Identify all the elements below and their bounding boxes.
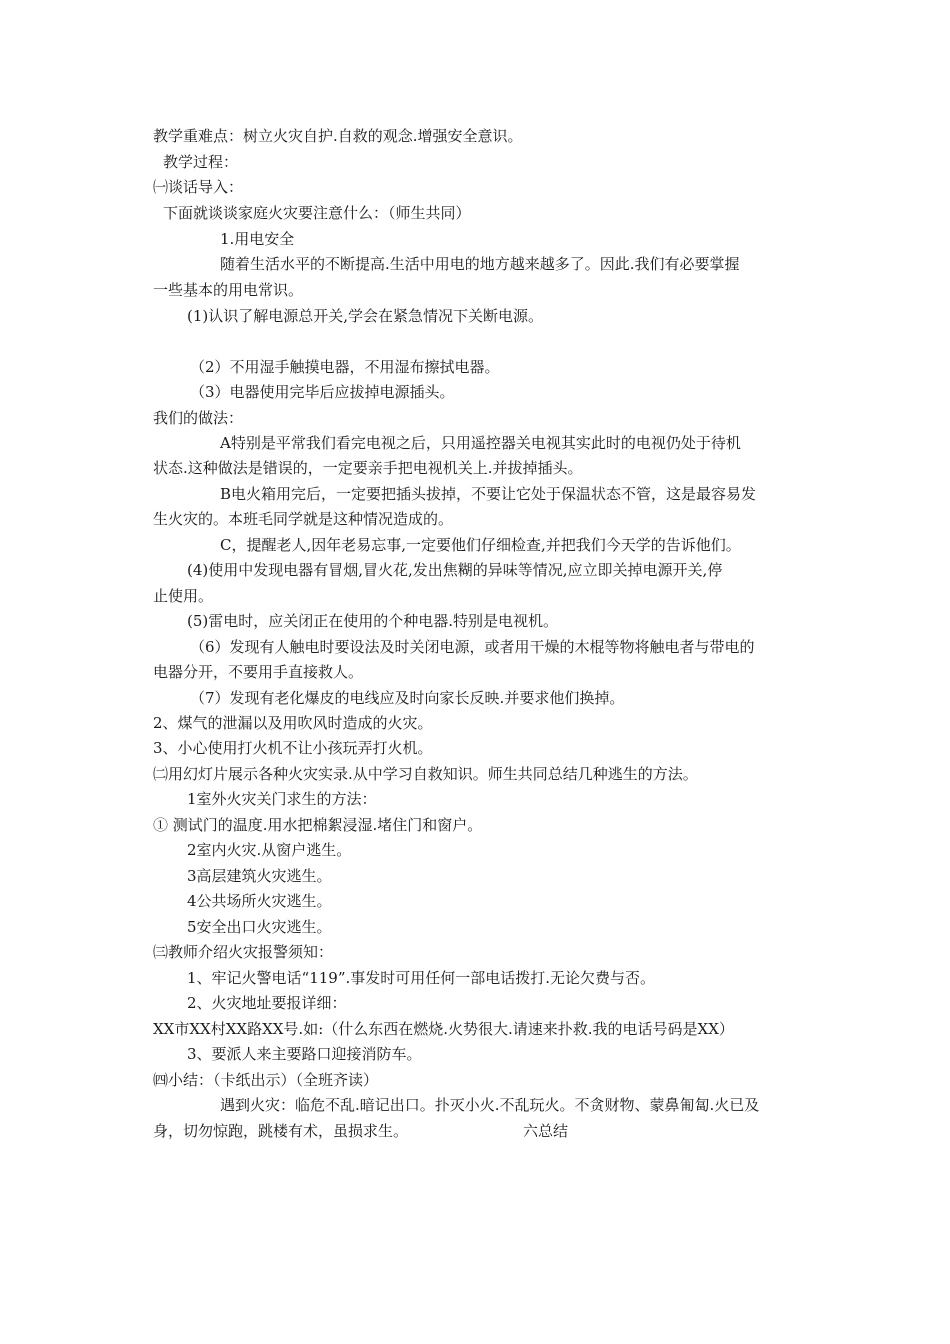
list-item: (1)认识了解电源总开关,学会在紧急情况下关断电源。 — [187, 307, 544, 325]
section-4-heading: ㈣小结：（卡纸出示）（全班齐读） — [153, 1071, 379, 1089]
paragraph-line: 随着生活水平的不断提高.生活中用电的地方越来越多了。因此.我们有必要掌握 — [220, 255, 740, 273]
list-item: （6）发现有人触电时要设法及时关闭电源，或者用干燥的木棍等物将触电者与带电的 — [190, 638, 755, 656]
section-1-heading: ㈠谈话导入： — [153, 178, 244, 196]
list-item: 3、要派人来主要路口迎接消防车。 — [187, 1045, 422, 1063]
list-item: (5)雷电时，应关闭正在使用的个种电器.特别是电视机。 — [187, 612, 559, 630]
list-item: 2、火灾地址要报详细： — [187, 994, 347, 1012]
list-item: 3、小心使用打火机不让小孩玩弄打火机。 — [153, 739, 433, 757]
intro-line: 下面就谈谈家庭火灾要注意什么：（师生共同） — [163, 204, 471, 222]
electric-safety-heading: 1.用电安全 — [220, 230, 295, 248]
list-item: 2室内火灾.从窗户逃生。 — [187, 841, 352, 859]
paragraph-line: 电器分开，不要用手直接救人。 — [153, 663, 364, 681]
list-item: 5安全出口火灾逃生。 — [187, 918, 332, 936]
list-item: （7）发现有老化爆皮的电线应及时向家长反映.并要求他们换掉。 — [190, 689, 625, 707]
list-item: 4公共场所火灾逃生。 — [187, 892, 332, 910]
list-item: (4)使用中发现电器有冒烟,冒火花,发出焦糊的异味等情况,应立即关掉电源开关,停 — [187, 561, 723, 579]
key-difficulty-line: 教学重难点：树立火灾自护.自救的观念.增强安全意识。 — [153, 127, 523, 145]
list-item: （3）电器使用完毕后应拔掉电源插头。 — [190, 383, 455, 401]
list-item: ① 测试门的温度.用水把棉絮浸湿.堵住门和窗户。 — [153, 816, 483, 834]
section-3-heading: ㈢教师介绍火灾报警须知： — [153, 943, 334, 961]
paragraph-line: A特别是平常我们看完电视之后，只用遥控器关电视其实此时的电视仍处于待机 — [220, 434, 741, 452]
list-item: 3高层建筑火灾逃生。 — [187, 867, 332, 885]
paragraph-line: 止使用。 — [153, 587, 214, 605]
paragraph-line: 生火灾的。本班毛同学就是这种情况造成的。 — [153, 510, 454, 528]
section-2-heading: ㈡用幻灯片展示各种火灾实录.从中学习自救知识。师生共同总结几种逃生的方法。 — [153, 765, 698, 783]
teaching-process-heading: 教学过程： — [163, 153, 239, 171]
list-item: 1、牢记火警电话“119”.事发时可用任何一部电话拨打.无论欠费与否。 — [187, 969, 656, 987]
list-item: 2、煤气的泄漏以及用吹风时造成的火灾。 — [153, 714, 433, 732]
paragraph-line: 身，切勿惊跑，跳楼有术，虽损求生。 — [153, 1122, 409, 1140]
paragraph-line: 状态.这种做法是错误的，一定要亲手把电视机关上.并拔掉插头。 — [153, 459, 583, 477]
paragraph-line: C，提醒老人,因年老易忘事,一定要他们仔细检查,并把我们今天学的告诉他们。 — [220, 536, 741, 554]
list-item: （2）不用湿手触摸电器，不用湿布擦拭电器。 — [190, 358, 500, 376]
our-practice-heading: 我们的做法： — [153, 409, 244, 427]
paragraph-line: 一些基本的用电常识。 — [153, 281, 304, 299]
paragraph-line: 遇到火灾：临危不乱.暗记出口。扑灭小火.不乱玩火。不贪财物、蒙鼻匍匐.火已及 — [220, 1096, 760, 1114]
section-6-heading: 六总结 — [523, 1122, 569, 1140]
list-item: 1室外火灾关门求生的方法： — [187, 790, 377, 808]
paragraph-line: XX市XX村XX路XX号.如:（什么东西在燃烧.火势很大.请速来扑救.我的电话号码是XX） — [153, 1020, 734, 1038]
paragraph-line: B电火箱用完后，一定要把插头拔掉，不要让它处于保温状态不管，这是最容易发 — [220, 485, 757, 503]
